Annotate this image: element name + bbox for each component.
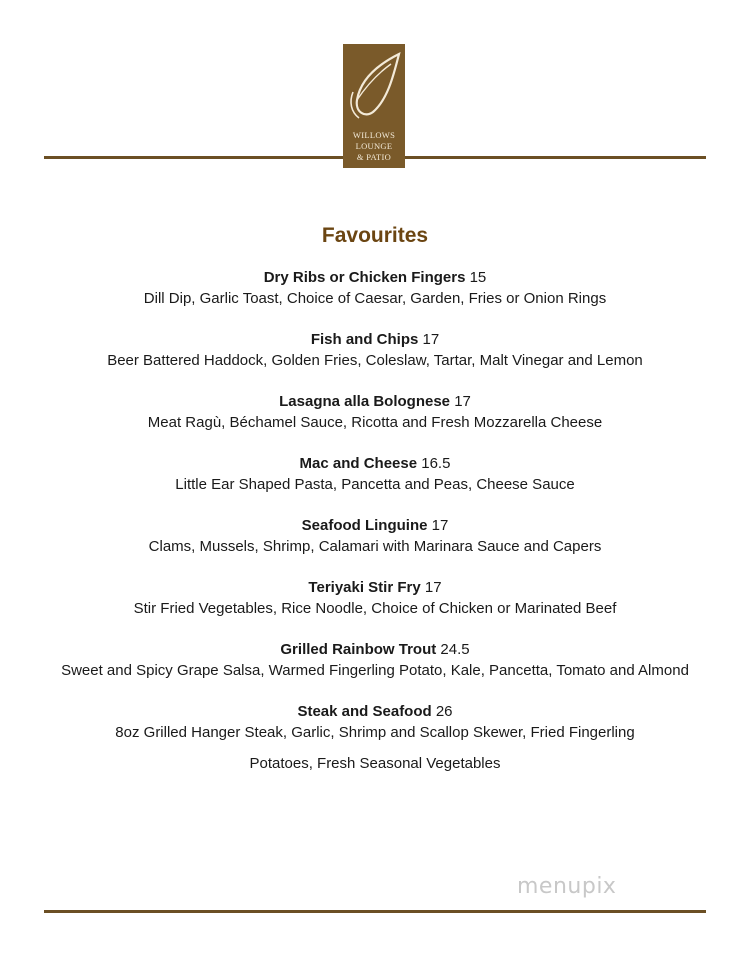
item-price: 17: [424, 579, 442, 596]
item-name: Seafood Linguine: [301, 517, 428, 534]
menu-item: [0, 639, 750, 681]
item-price: 24.5: [440, 641, 470, 658]
item-description: Sweet and Spicy Grape Salsa, Warmed Fingerling Potato, Kale, Pancetta, Tomato and Almond: [61, 662, 689, 679]
watermark: menupix: [517, 874, 617, 899]
item-name: Teriyaki Stir Fry: [308, 579, 421, 596]
section-title: Favourites: [321, 224, 429, 247]
menu-item: [0, 577, 750, 619]
menu-items: [0, 267, 750, 794]
item-description: Meat Ragù, Béchamel Sauce, Ricotta and Fresh Mozzarella Cheese: [147, 414, 603, 431]
item-description: Stir Fried Vegetables, Rice Noodle, Choice of Chicken or Marinated Beef: [133, 600, 617, 617]
item-price: 15: [469, 269, 487, 286]
item-name: Dry Ribs or Chicken Fingers: [263, 269, 466, 286]
item-price: 26: [435, 703, 453, 720]
menu-item: [0, 391, 750, 433]
item-description: Dill Dip, Garlic Toast, Choice of Caesar, Garden, Fries or Onion Rings: [143, 290, 607, 307]
logo-wordmark: [343, 130, 405, 163]
logo-line-3: & PATIO: [356, 152, 392, 162]
logo-line-2: LOUNGE: [355, 141, 393, 151]
item-description: Little Ear Shaped Pasta, Pancetta and Peas, Cheese Sauce: [175, 476, 575, 493]
item-price: 17: [422, 331, 440, 348]
item-name: Steak and Seafood: [297, 703, 432, 720]
menu-item: [0, 701, 750, 774]
item-price: 17: [431, 517, 449, 534]
item-name: Grilled Rainbow Trout: [280, 641, 437, 658]
willows-logo: [343, 44, 405, 168]
item-price: 16.5: [421, 455, 451, 472]
item-description: Clams, Mussels, Shrimp, Calamari with Marinara Sauce and Capers: [148, 538, 602, 555]
item-description-continued: Potatoes, Fresh Seasonal Vegetables: [249, 755, 501, 772]
item-name: Fish and Chips: [310, 331, 419, 348]
item-name: Mac and Cheese: [299, 455, 418, 472]
menu-item: [0, 453, 750, 495]
leaf-icon: [343, 48, 405, 130]
item-description: 8oz Grilled Hanger Steak, Garlic, Shrimp and Scallop Skewer, Fried Fingerling: [115, 724, 635, 741]
menu-item: [0, 329, 750, 371]
menu-item: [0, 515, 750, 557]
item-description: Beer Battered Haddock, Golden Fries, Coleslaw, Tartar, Malt Vinegar and Lemon: [107, 352, 643, 369]
footer-divider: [44, 910, 706, 913]
item-name: Lasagna alla Bolognese: [279, 393, 451, 410]
logo-line-1: WILLOWS: [352, 130, 396, 140]
menu-item: [0, 267, 750, 309]
item-price: 17: [454, 393, 471, 410]
